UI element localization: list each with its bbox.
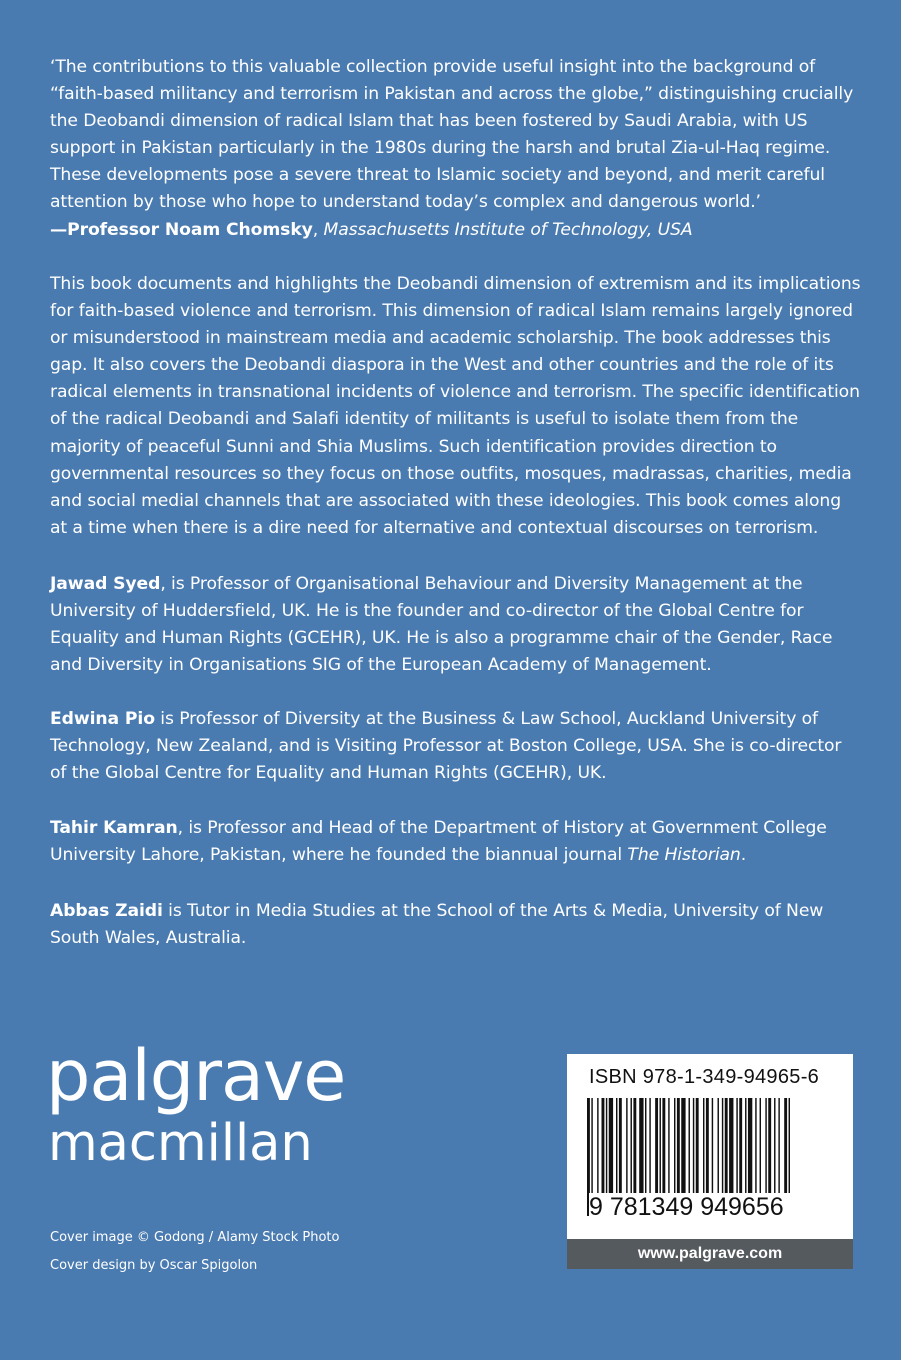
barcode-bar (755, 1098, 756, 1198)
barcode-bar (784, 1098, 787, 1198)
barcode-bar (602, 1098, 605, 1198)
barcode-bar (668, 1098, 669, 1198)
barcode-bar (662, 1098, 665, 1198)
cover-image-credit: Cover image © Godong / Alamy Stock Photo (50, 1230, 340, 1245)
barcode-bar (606, 1098, 607, 1198)
barcode-bar (765, 1098, 766, 1198)
journal-title: The Historian (627, 845, 741, 866)
barcode-bar (760, 1098, 761, 1198)
author-bio-text: is Tutor in Media Studies at the School of the Arts & Media, University of New South Wales, Australia. (50, 901, 824, 949)
author-bio-tahir-kamran (50, 815, 862, 869)
barcode-bar (778, 1098, 779, 1198)
barcode-bar (739, 1098, 742, 1198)
barcode-bar (736, 1098, 737, 1198)
barcode-bar (626, 1098, 627, 1198)
barcode-bar (655, 1098, 658, 1198)
barcode-bar (645, 1098, 646, 1198)
author-name: Abbas Zaidi (50, 901, 163, 921)
isbn-label: ISBN 978-1-349-94965-6 (589, 1066, 820, 1088)
barcode-bar (649, 1098, 650, 1198)
barcode-bar (718, 1098, 719, 1198)
cover-credits (50, 1224, 339, 1280)
quote-attribution-name: —Professor Noam Chomsky (50, 219, 313, 240)
barcode-bar (633, 1098, 636, 1198)
barcode-bar (768, 1098, 771, 1198)
quote-text: ‘The contributions to this valuable collection provide useful insight into the background of “faith-based militancy and terrorism in Pakistan and across the globe,” distinguishing crucially the Deobandi dimension of radical Islam that has been fostered by Saudi Arabia, with US support in Pakistan particularly in the 1980s during the harsh and brutal Zia-ul-Haq regime. These developments pose a severe threat to Islamic society and beyond, and merit careful attention by those who hope to understand today’s complex and dangerous world.’ (50, 57, 854, 213)
cover-design-credit: Cover design by Oscar Spigolon (50, 1258, 258, 1273)
barcode-bar (725, 1098, 728, 1198)
barcode-bar (631, 1098, 632, 1198)
book-description: This book documents and highlights the Deobandi dimension of extremism and its implications for faith-based violence and terrorism. This dimension of radical Islam remains largely ignored or misunderstood in mainstream media and academic scholarship. The book addresses this gap. It also covers the Deobandi diaspora in the West and other countries and the role of its radical elements in transnational incidents of violence and terrorism. The specific identification of the radical Deobandi and Salafi identity of militants is useful to isolate them from the majority of peaceful Sunni and Shia Muslims. Such identification provides direction to governmental resources so they focus on those outfits, mosques, madrassas, charities, media and social medial channels that are associated with these ideologies. This book comes along at a time when there is a dire need for alternative and contextual discourses on terrorism. (50, 274, 861, 538)
author-name: Edwina Pio (50, 709, 155, 729)
barcode-bar (706, 1098, 709, 1198)
barcode-bar (729, 1098, 733, 1198)
barcode-bar (745, 1098, 746, 1198)
barcode-bar (619, 1098, 622, 1198)
author-bio-jawad-syed (50, 571, 862, 679)
author-bio-abbas-zaidi (50, 898, 862, 952)
author-bio-end: . (740, 845, 747, 866)
quote-attribution-affiliation: Massachusetts Institute of Technology, USA (323, 219, 693, 240)
publisher-logo-line1: palgrave (46, 1035, 346, 1117)
barcode-bar (609, 1098, 613, 1198)
barcode-bar (696, 1098, 699, 1198)
barcode-bar (722, 1098, 723, 1198)
barcode-bar (616, 1098, 617, 1198)
barcode-bar (660, 1098, 661, 1198)
author-bio-edwina-pio (50, 706, 862, 787)
author-bio-text: is Professor of Diversity at the Business & Law School, Auckland University of Technology, New Zealand, and is Visiting Professor at Boston College, USA. She is co-director of the Global Centre for Equality and Human Rights (GCEHR), UK. (50, 709, 842, 784)
endorsement-quote: ‘The contributions to this valuable collection provide useful insight into the background of “faith-based militancy and terrorism in Pakistan and across the globe,” distinguishing crucially the Deobandi dimension of radical Islam that has been fostered by Saudi Arabia, with US support in Pakistan particularly in the 1980s during the harsh and brutal Zia-ul-Haq regime. These developments pose a severe threat to Islamic society and beyond, and merit careful attention by those who hope to understand today’s complex and dangerous world.’ —Professor Noam Chomsky, Massachusetts Institute of Technology, USA (50, 57, 854, 240)
author-name: Jawad Syed (50, 574, 161, 594)
author-bio-text: , is Professor and Head of the Department of History at Government College University Lahore, Pakistan, where he founded the biannual journal (50, 818, 827, 866)
barcode-digits: 9 781349 949656 (589, 1193, 839, 1222)
publisher-logo (46, 1037, 345, 1173)
barcode-bar (774, 1098, 775, 1198)
barcode-bar (703, 1098, 704, 1198)
barcode-bar (748, 1098, 752, 1198)
barcode-bar (712, 1098, 713, 1198)
barcode-bar (597, 1098, 598, 1198)
publisher-website: www.palgrave.com (567, 1239, 853, 1269)
isbn-barcode-panel (567, 1054, 853, 1239)
barcode-bar (677, 1098, 680, 1198)
author-name: Tahir Kamran (50, 818, 178, 838)
publisher-logo-line2: macmillan (48, 1114, 313, 1173)
barcode-bar (681, 1098, 685, 1198)
barcode-bar (674, 1098, 675, 1198)
barcode-bar (639, 1098, 643, 1198)
author-bio-text: , is Professor of Organisational Behaviour and Diversity Management at the University of Huddersfield, UK. He is the founder and co-director of the Global Centre for Equality and Human Rights (GCEHR), UK. He is also a programme chair of the Gender, Race and Diversity in Organisations SIG of the European Academy of Management. (50, 574, 833, 676)
